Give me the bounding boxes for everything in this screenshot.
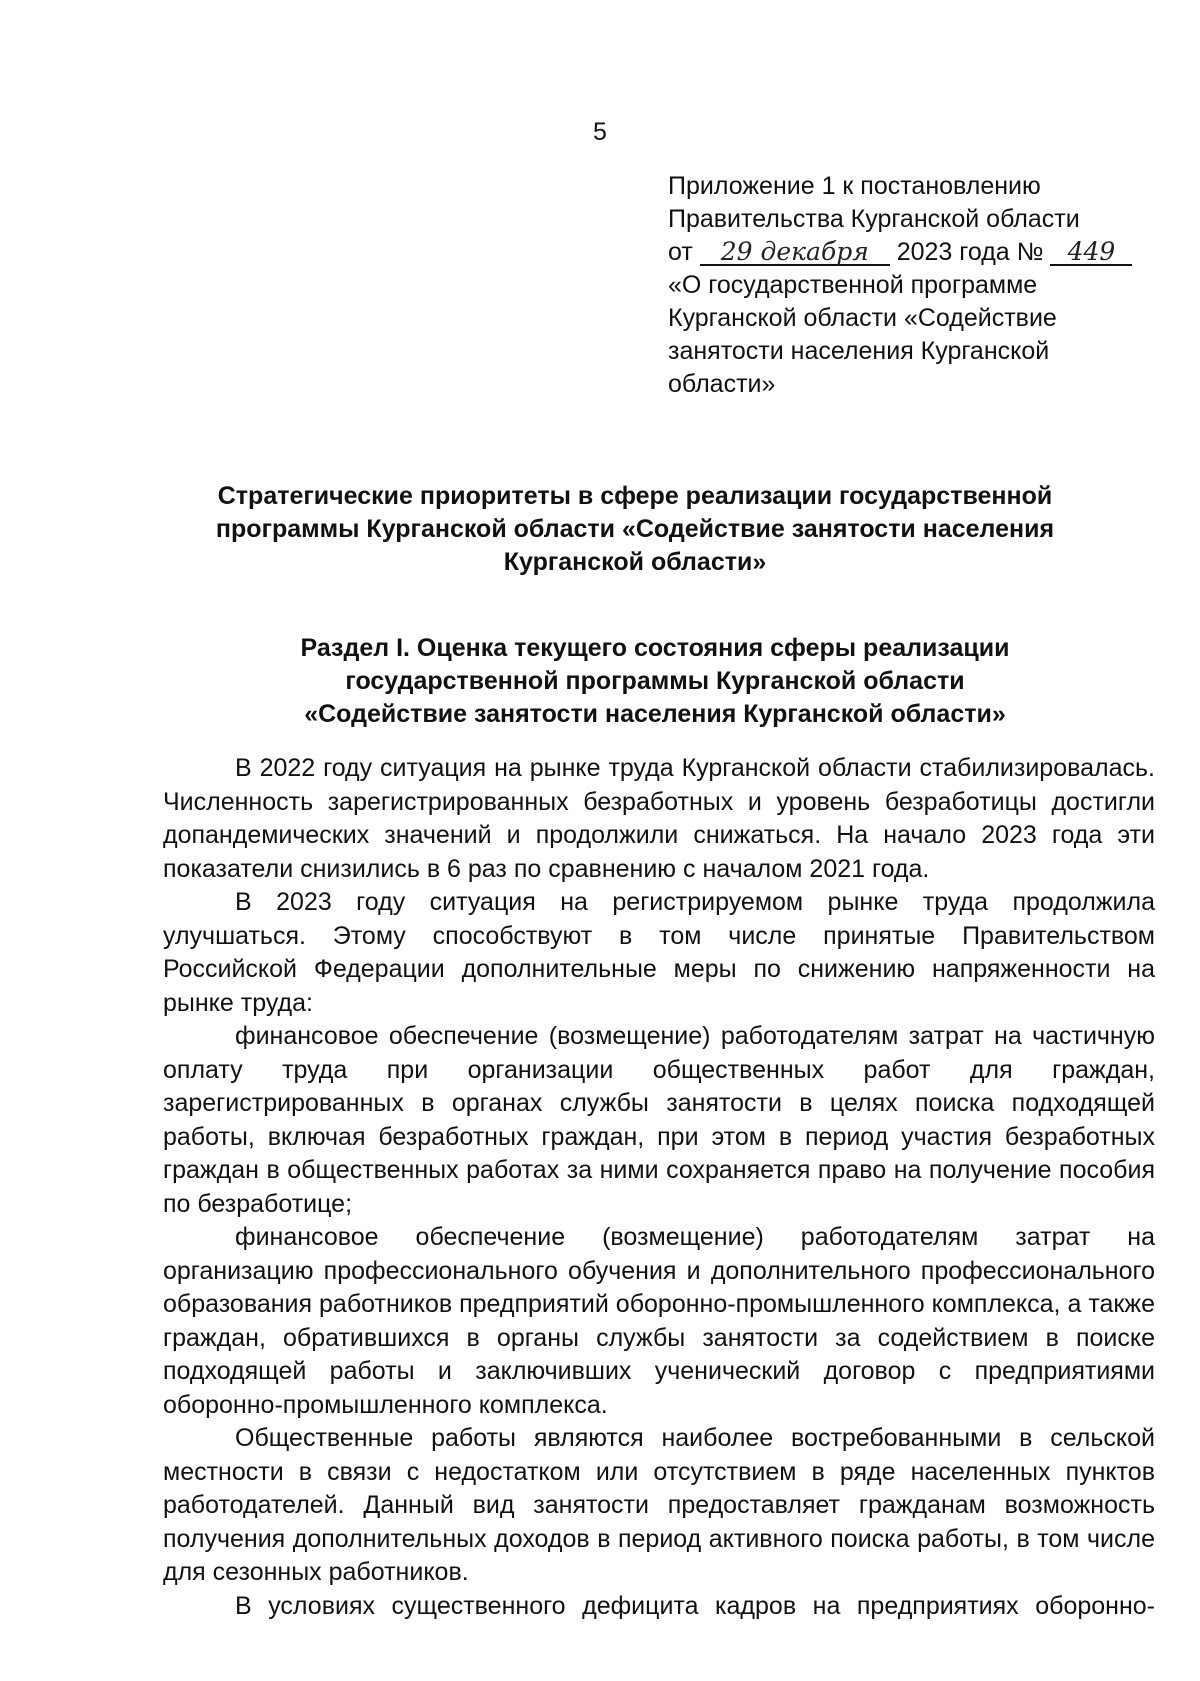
date-suffix: 2023 года № — [896, 238, 1044, 266]
appendix-date-line — [668, 236, 1128, 269]
page-number: 5 — [593, 118, 607, 146]
appendix-line-7: области» — [668, 370, 776, 398]
section-heading-line-3: «Содействие занятости населения Курганской области» — [304, 700, 1006, 728]
handwritten-date: 29 декабря — [700, 240, 890, 266]
document-title-line-2: программы Курганской области «Содействие занятости населения — [215, 515, 1055, 543]
section-heading-line-2: государственной программы Курганской области — [345, 667, 965, 695]
appendix-line-5: Курганской области «Содействие — [668, 304, 1057, 332]
section-heading — [200, 632, 1110, 731]
date-prefix: от — [668, 238, 693, 266]
appendix-line-1: Приложение 1 к постановлению — [668, 172, 1041, 200]
body-text — [163, 752, 1155, 1623]
paragraph-3: финансовое обеспечение (возмещение) работодателям затрат на частичную оплату труда при организации общественных работ для граждан, зарегистрированных в органах службы занятости в целях поиска подходящей работы, включая безработных граждан, при этом в период участия безработных граждан в общественных работах за ними сохраняется право на получение пособия по безработице; — [163, 1022, 1155, 1218]
paragraph-5: Общественные работы являются наиболее востребованными в сельской местности в связи с недостатком или отсутствием в ряде населенных пунктов работодателей. Данный вид занятости предоставляет гражданам возможность получения дополнительных доходов в период активного поиска работы, в том числе для сезонных работников. — [163, 1424, 1155, 1586]
paragraph-1: В 2022 году ситуация на рынке труда Курганской области стабилизировалась. Численность зарегистрированных безработных и уровень безработицы достигли допандемических значений и продолжили снижаться. На начало 2023 года эти показатели снизились в 6 раз по сравнению с началом 2021 года. — [163, 754, 1155, 883]
appendix-header — [668, 170, 1128, 401]
appendix-line-6: занятости населения Курганской — [668, 337, 1050, 365]
appendix-line-2: Правительства Курганской области — [668, 205, 1080, 233]
paragraph-2: В 2023 году ситуация на регистрируемом рынке труда продолжила улучшаться. Этому способствуют в том числе принятые Правительством Российской Федерации дополнительные меры по снижению напряженности на рынке труда: — [163, 888, 1155, 1017]
document-title — [160, 480, 1110, 579]
section-heading-line-1: Раздел I. Оценка текущего состояния сферы реализации — [300, 634, 1010, 662]
paragraph-4: финансовое обеспечение (возмещение) работодателям затрат на организацию профессионального обучения и дополнительного профессионального образования работников предприятий оборонно-промышленного комплекса, а также граждан, обратившихся в органы службы занятости за содействием в поиске подходящей работы и заключивших ученический договор с предприятиями оборонно-промышленного комплекса. — [163, 1223, 1155, 1419]
document-title-line-3: Курганской области» — [503, 548, 767, 576]
paragraph-6: В условиях существенного дефицита кадров на предприятиях оборонно- — [235, 1591, 1155, 1620]
appendix-line-4: «О государственной программе — [668, 271, 1038, 299]
document-title-line-1: Стратегические приоритеты в сфере реализации государственной — [217, 482, 1053, 510]
handwritten-number: 449 — [1050, 240, 1132, 266]
